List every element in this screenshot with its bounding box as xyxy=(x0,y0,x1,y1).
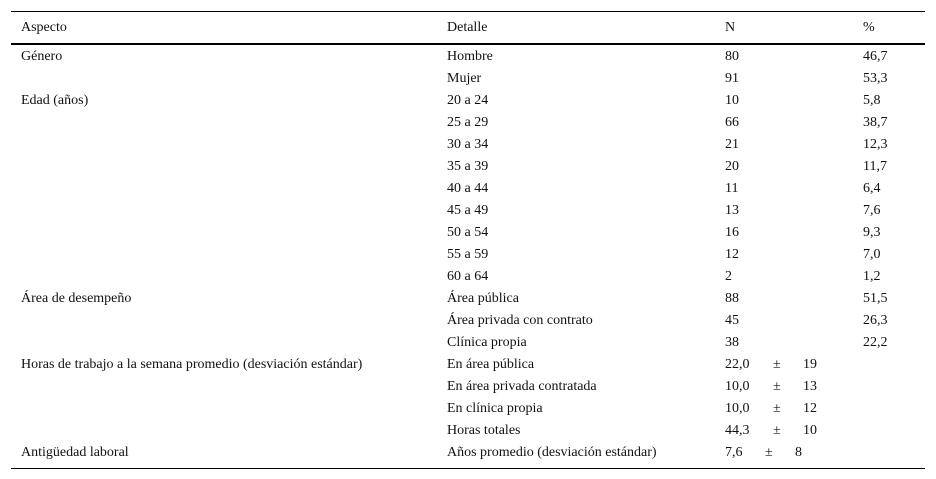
cell-mean-sd xyxy=(725,398,817,420)
header-detail: Detalle xyxy=(447,20,488,35)
cell-n: 91 xyxy=(725,71,739,86)
table-row xyxy=(11,200,925,222)
sd-value: 8 xyxy=(795,445,802,460)
table-row xyxy=(11,354,925,376)
cell-detail: Área privada con contrato xyxy=(447,313,593,328)
cell-percent: 9,3 xyxy=(863,225,881,240)
cell-detail: 40 a 44 xyxy=(447,181,489,196)
table-row xyxy=(11,134,925,156)
cell-aspect: Área de desempeño xyxy=(21,291,132,306)
header-percent: % xyxy=(863,20,875,35)
table-row xyxy=(11,90,925,112)
plus-minus-sign: ± xyxy=(765,445,773,460)
table-row xyxy=(11,376,925,398)
cell-n: 45 xyxy=(725,313,739,328)
cell-n: 80 xyxy=(725,49,739,64)
table-header xyxy=(11,12,925,45)
cell-detail: 45 a 49 xyxy=(447,203,489,218)
mean-value: 44,3 xyxy=(725,423,750,438)
cell-detail: En clínica propia xyxy=(447,401,543,416)
cell-detail: Horas totales xyxy=(447,423,521,438)
cell-n: 13 xyxy=(725,203,739,218)
cell-detail: Hombre xyxy=(447,49,493,64)
cell-detail: Clínica propia xyxy=(447,335,527,350)
cell-percent: 1,2 xyxy=(863,269,881,284)
cell-detail: 35 a 39 xyxy=(447,159,489,174)
cell-percent: 6,4 xyxy=(863,181,881,196)
table-body xyxy=(11,45,925,468)
sd-value: 13 xyxy=(803,379,817,394)
cell-n: 66 xyxy=(725,115,739,130)
cell-aspect: Antigüedad laboral xyxy=(21,445,129,460)
table-row xyxy=(11,46,925,68)
header-aspect: Aspecto xyxy=(21,20,67,35)
table-row xyxy=(11,442,925,464)
cell-n: 2 xyxy=(725,269,732,284)
table-row xyxy=(11,68,925,90)
sd-value: 10 xyxy=(803,423,817,438)
cell-n: 21 xyxy=(725,137,739,152)
cell-detail: En área privada contratada xyxy=(447,379,597,394)
table-row xyxy=(11,156,925,178)
cell-n: 20 xyxy=(725,159,739,174)
mean-value: 10,0 xyxy=(725,401,750,416)
cell-percent: 7,0 xyxy=(863,247,881,262)
cell-percent: 5,8 xyxy=(863,93,881,108)
cell-detail: Área pública xyxy=(447,291,519,306)
cell-detail: En área pública xyxy=(447,357,535,372)
table-row xyxy=(11,398,925,420)
table-row xyxy=(11,310,925,332)
mean-value: 10,0 xyxy=(725,379,750,394)
cell-mean-sd xyxy=(725,420,817,442)
data-table xyxy=(11,11,925,469)
mean-value: 22,0 xyxy=(725,357,750,372)
cell-mean-sd xyxy=(725,354,817,376)
cell-n: 10 xyxy=(725,93,739,108)
table-row xyxy=(11,222,925,244)
cell-percent: 46,7 xyxy=(863,49,888,64)
cell-mean-sd xyxy=(725,376,817,398)
cell-mean-sd xyxy=(725,442,802,464)
sd-value: 19 xyxy=(803,357,817,372)
plus-minus-sign: ± xyxy=(773,423,781,438)
table-row xyxy=(11,332,925,354)
cell-detail: 60 a 64 xyxy=(447,269,489,284)
cell-percent: 22,2 xyxy=(863,335,888,350)
cell-percent: 12,3 xyxy=(863,137,888,152)
cell-percent: 26,3 xyxy=(863,313,888,328)
cell-n: 88 xyxy=(725,291,739,306)
cell-percent: 53,3 xyxy=(863,71,888,86)
cell-percent: 11,7 xyxy=(863,159,887,174)
cell-detail: 20 a 24 xyxy=(447,93,489,108)
cell-detail: Años promedio (desviación estándar) xyxy=(447,445,657,460)
table-row xyxy=(11,266,925,288)
mean-value: 7,6 xyxy=(725,445,743,460)
cell-detail: Mujer xyxy=(447,71,482,86)
cell-aspect: Edad (años) xyxy=(21,93,89,108)
cell-n: 12 xyxy=(725,247,739,262)
cell-detail: 55 a 59 xyxy=(447,247,489,262)
table-row xyxy=(11,112,925,134)
plus-minus-sign: ± xyxy=(773,379,781,394)
cell-n: 16 xyxy=(725,225,739,240)
cell-aspect: Género xyxy=(21,49,63,64)
cell-detail: 50 a 54 xyxy=(447,225,489,240)
cell-n: 38 xyxy=(725,335,739,350)
cell-detail: 30 a 34 xyxy=(447,137,489,152)
table-row xyxy=(11,178,925,200)
plus-minus-sign: ± xyxy=(773,357,781,372)
header-n: N xyxy=(725,20,736,35)
cell-detail: 25 a 29 xyxy=(447,115,489,130)
table-row xyxy=(11,244,925,266)
sd-value: 12 xyxy=(803,401,817,416)
cell-percent: 51,5 xyxy=(863,291,888,306)
cell-n: 11 xyxy=(725,181,739,196)
table-row xyxy=(11,288,925,310)
table-row xyxy=(11,420,925,442)
cell-aspect: Horas de trabajo a la semana promedio (desviación estándar) xyxy=(21,357,363,372)
cell-percent: 7,6 xyxy=(863,203,881,218)
cell-percent: 38,7 xyxy=(863,115,888,130)
plus-minus-sign: ± xyxy=(773,401,781,416)
